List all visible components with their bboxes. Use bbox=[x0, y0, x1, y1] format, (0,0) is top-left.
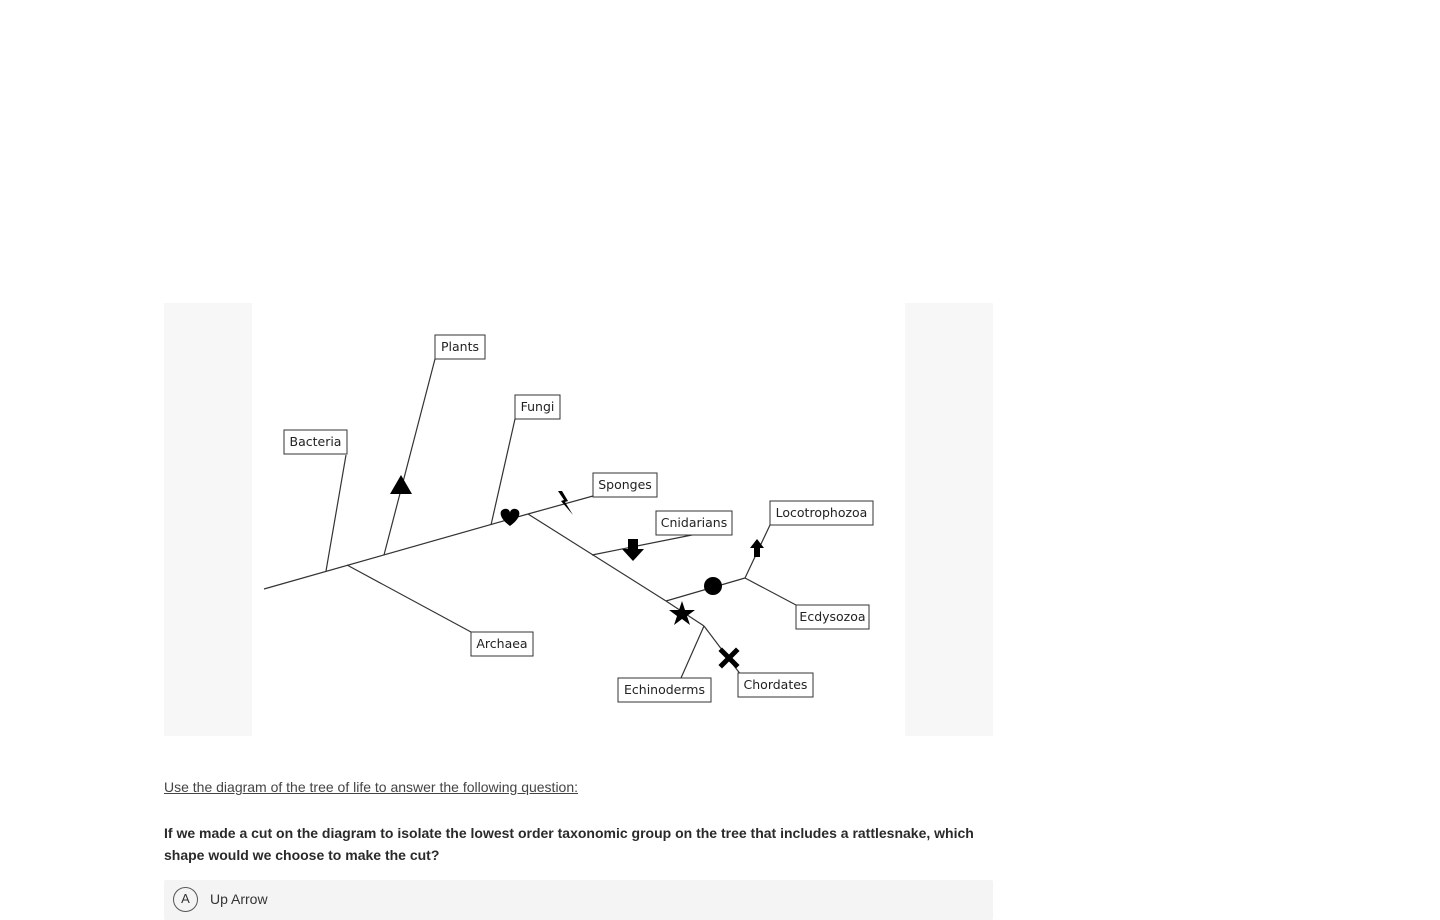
option-label: Up Arrow bbox=[210, 891, 268, 907]
svg-text:Fungi: Fungi bbox=[520, 399, 555, 414]
answer-option-a[interactable] bbox=[164, 880, 993, 920]
heart-icon bbox=[501, 509, 520, 526]
circle-icon bbox=[704, 577, 722, 595]
label-chordates bbox=[738, 673, 813, 697]
svg-text:Chordates: Chordates bbox=[743, 677, 808, 692]
star-icon bbox=[669, 601, 695, 625]
svg-text:Archaea: Archaea bbox=[476, 636, 528, 651]
label-echinoderms bbox=[618, 678, 711, 702]
svg-text:Ecdysozoa: Ecdysozoa bbox=[799, 609, 866, 624]
label-bacteria bbox=[284, 430, 347, 454]
label-plants bbox=[435, 335, 485, 359]
option-letter-badge: A bbox=[173, 887, 198, 912]
tree-of-life-figure bbox=[164, 303, 993, 736]
label-cnidarians bbox=[656, 511, 732, 535]
x-icon bbox=[722, 651, 736, 665]
svg-text:Plants: Plants bbox=[440, 339, 480, 354]
svg-text:Bacteria: Bacteria bbox=[289, 434, 342, 449]
svg-text:Sponges: Sponges bbox=[598, 477, 652, 492]
svg-text:Locotrophozoa: Locotrophozoa bbox=[775, 505, 868, 520]
down-arrow-icon bbox=[622, 539, 644, 561]
label-locotrophozoa bbox=[770, 501, 873, 525]
label-ecdysozoa bbox=[796, 605, 869, 629]
svg-text:Cnidarians: Cnidarians bbox=[660, 515, 728, 530]
question-prompt: If we made a cut on the diagram to isolate the lowest order taxonomic group on the tree that includes a rattlesnake, which shape would we choose to make the cut? bbox=[164, 825, 974, 863]
question-instruction: Use the diagram of the tree of life to answer the following question: bbox=[164, 779, 579, 795]
tree-diagram bbox=[164, 303, 993, 736]
label-fungi bbox=[515, 395, 560, 419]
label-sponges bbox=[593, 473, 657, 497]
lightning-bolt-icon bbox=[558, 491, 573, 515]
svg-text:Echinoderms: Echinoderms bbox=[624, 682, 705, 697]
label-archaea bbox=[471, 632, 533, 656]
triangle-icon bbox=[390, 475, 412, 494]
